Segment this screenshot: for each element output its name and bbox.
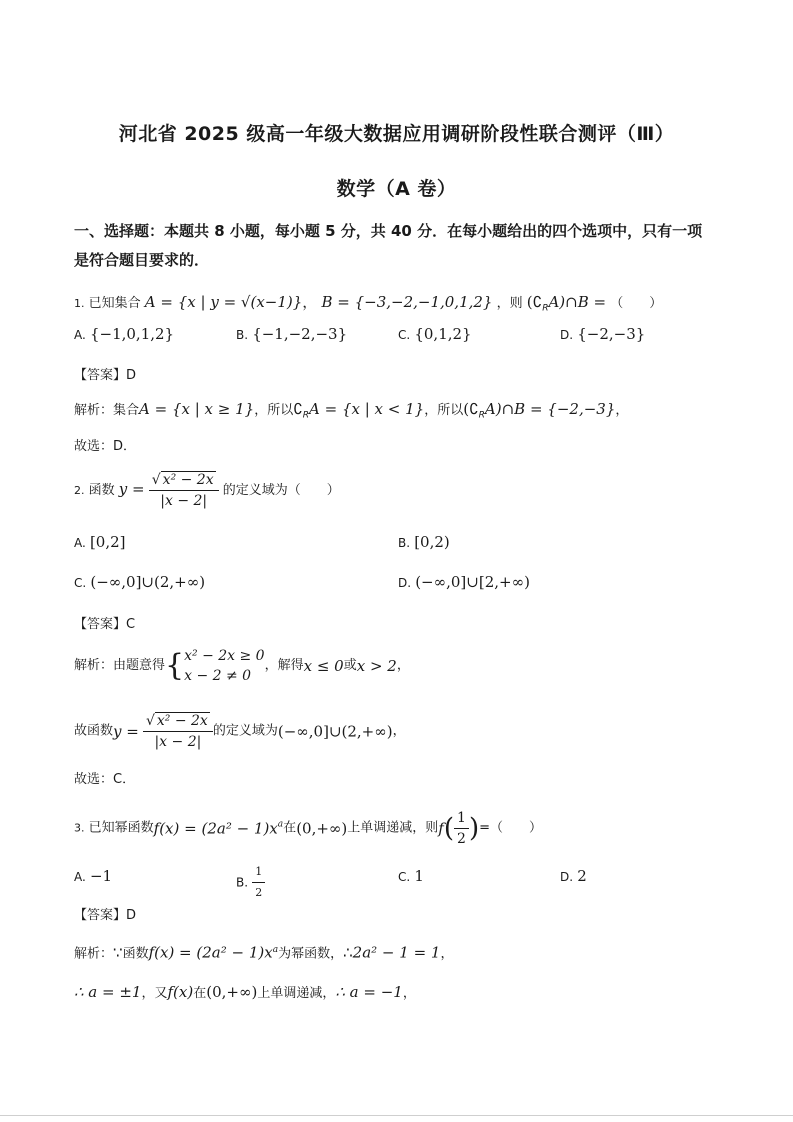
answer-value: D xyxy=(126,368,137,383)
set-b: B = {−3,−2,−1,0,1,2} xyxy=(321,293,493,311)
result-set: A)∩B = {−2,−3} xyxy=(484,400,616,418)
stem-post: =（ ） xyxy=(479,820,542,836)
f-of-x: f(x) xyxy=(167,983,194,1001)
system-line-2: x − 2 ≠ 0 xyxy=(184,668,252,684)
section-header-line1: 一、选择题：本题共 8 小题，每小题 5 分，共 40 分．在每小题给出的四个选项中，只有一项 xyxy=(74,222,703,240)
q1-option-c xyxy=(398,324,472,346)
option-value: [0,2] xyxy=(89,533,126,551)
q1-option-d xyxy=(560,324,645,346)
document-subtitle: 数学（A 卷） xyxy=(336,178,457,200)
solution-1: x ≤ 0 xyxy=(303,657,344,675)
answer-paren: （ ） xyxy=(610,296,663,311)
fraction-denominator: |x − 2| xyxy=(154,734,202,750)
analysis-equation: 2a² − 1 = 1 xyxy=(352,943,441,962)
expr-complement: (∁ xyxy=(526,293,543,311)
function-fraction xyxy=(149,470,219,511)
q2-option-d xyxy=(398,572,530,594)
fraction-numerator: 1 xyxy=(252,862,265,883)
question-1-stem: 1. 已知集合 A = {x | y = √(x−1)}， B = {−3,−2,−1,0,1,2} ，则 $(∁_RA)\cap B$ = （ ） xyxy=(74,293,663,314)
q3-option-d xyxy=(560,866,587,888)
analysis-text: ，所以 xyxy=(424,403,464,418)
complement-set: A = {x | x < 1} xyxy=(309,400,425,418)
expr-post: A)∩B = xyxy=(548,293,607,311)
power-function: f(x) = (2a² − 1)x xyxy=(153,819,278,838)
complement-symbol: ∁ xyxy=(293,400,303,418)
option-label: C. xyxy=(398,870,411,884)
analysis-text: ， xyxy=(440,946,454,962)
option-label: B. xyxy=(398,536,411,550)
answer-label: 【答案】 xyxy=(74,617,127,632)
q2-answer xyxy=(74,615,135,635)
fraction-denominator: 2 xyxy=(255,886,263,899)
q3-option-b xyxy=(236,862,265,903)
q2-option-c xyxy=(74,572,205,594)
analysis-text: 或 xyxy=(343,658,357,673)
analysis-text: ， xyxy=(615,403,629,418)
analysis-text: ，解得 xyxy=(264,658,304,673)
section-header-line2: 是符合题目要求的． xyxy=(74,251,210,269)
question-number: 3. xyxy=(74,821,85,835)
answer-label: 【答案】 xyxy=(74,368,127,383)
function-fraction xyxy=(143,711,213,752)
question-2-stem xyxy=(74,470,340,511)
power-exponent: a xyxy=(277,819,284,830)
document-title: 河北省 2025 级高一年级大数据应用调研阶段性联合测评（Ⅲ） xyxy=(118,123,675,145)
analysis-text: 在 xyxy=(193,986,207,1001)
sqrt-expr: x² − 2x xyxy=(162,472,214,488)
f-symbol: f xyxy=(438,819,444,838)
solution-2: x > 2 xyxy=(356,657,397,675)
q2-analysis-line2 xyxy=(74,711,406,752)
stem-text: 在 xyxy=(283,820,297,836)
q1-option-a xyxy=(74,324,174,346)
fraction-numerator: 1 xyxy=(454,808,469,829)
q2-option-a xyxy=(74,532,126,554)
analysis-text: 为幂函数， xyxy=(278,946,344,962)
analysis-text: 解析： xyxy=(74,946,114,962)
fraction-numerator: √ x² − 2x xyxy=(143,711,213,732)
q1-answer xyxy=(74,366,136,386)
option-label: A. xyxy=(74,870,86,884)
option-value: {−1,0,1,2} xyxy=(89,325,175,343)
stem-text: 已知幂函数 xyxy=(88,820,154,836)
option-value: (−∞,0]∪[2,+∞) xyxy=(415,573,530,591)
stem-text: 已知集合 xyxy=(88,296,141,311)
brace-icon: { xyxy=(165,648,185,683)
q1-option-b xyxy=(236,324,347,346)
q1-choose: 故选：D． xyxy=(74,439,137,454)
answer-label: 【答案】 xyxy=(74,908,127,923)
inequality-system xyxy=(184,646,264,686)
a-values: ∴ a = ±1 xyxy=(74,983,142,1001)
stem-text: 上单调递减，则 xyxy=(347,820,439,836)
analysis-exponent: a xyxy=(272,945,279,955)
option-value: {0,1,2} xyxy=(414,325,472,343)
analysis-text: 的定义域为 xyxy=(212,723,278,739)
stem-post: 的定义域为（ ） xyxy=(222,483,340,498)
stem-text: 函数 xyxy=(88,483,115,498)
result-complement: (∁ xyxy=(463,400,479,418)
option-label: D. xyxy=(560,870,574,884)
analysis-function: f(x) = (2a² − 1)x xyxy=(148,943,273,962)
option-label: C. xyxy=(398,328,411,342)
interval: (0,+∞) xyxy=(296,819,348,838)
y-equals: y = xyxy=(118,480,145,498)
question-number: 1. xyxy=(74,297,85,310)
question-3-stem: 3. 已知幂函数$f(x) = (2a^2 - 1)x^a$在(0,+∞)上单调递减，则f( $\frac{1}{2}$ )=（ ） xyxy=(74,810,542,847)
analysis-text: 故函数 xyxy=(74,723,114,739)
analysis-text: 解析：集合 xyxy=(74,403,140,418)
option-value: [0,2) xyxy=(414,533,450,551)
q2-option-b xyxy=(398,532,450,554)
interval: (0,+∞) xyxy=(206,983,258,1001)
analysis-text: ， xyxy=(402,986,416,1001)
option-fraction xyxy=(252,862,265,903)
analysis-text: 解析：由题意得 xyxy=(74,658,166,673)
y-equals: y = xyxy=(113,722,139,741)
option-value: 2 xyxy=(577,867,587,885)
sqrt-expr: x² − 2x xyxy=(156,713,208,729)
option-label: A. xyxy=(74,328,86,342)
q2-analysis xyxy=(74,646,410,686)
option-label: C. xyxy=(74,576,87,590)
analysis-text: ， xyxy=(396,658,410,673)
set-a: A = {x | y = √(x−1)} xyxy=(144,293,303,311)
complement-sub: R xyxy=(302,410,310,421)
fraction-numerator: √ x² − 2x xyxy=(149,470,219,491)
option-label: B. xyxy=(236,875,249,890)
fraction-denominator: 2 xyxy=(457,831,466,847)
option-label: D. xyxy=(398,576,412,590)
q3-answer xyxy=(74,906,136,926)
q3-analysis xyxy=(74,940,453,964)
option-label: A. xyxy=(74,536,86,550)
q3-analysis-line2 xyxy=(74,982,416,1004)
because-symbol: ∵ xyxy=(113,943,123,962)
domain-result: (−∞,0]∪(2,+∞) xyxy=(277,722,393,741)
option-value: 1 xyxy=(414,867,424,885)
half-fraction xyxy=(454,808,469,849)
option-value: {−2,−3} xyxy=(577,325,646,343)
q2-choose: 故选：C． xyxy=(74,772,136,787)
result-sub: R xyxy=(478,410,485,421)
q3-option-c xyxy=(398,866,424,888)
page-bottom-divider xyxy=(0,1115,793,1116)
option-value: {−1,−2,−3} xyxy=(252,325,348,343)
analysis-set-a: A = {x | x ≥ 1} xyxy=(139,400,255,418)
analysis-text: ， xyxy=(392,723,406,739)
option-value: −1 xyxy=(89,867,113,885)
stem-then: ，则 xyxy=(496,296,523,311)
q1-analysis xyxy=(74,399,628,426)
system-line-1: x² − 2x ≥ 0 xyxy=(184,648,265,664)
question-number: 2. xyxy=(74,484,85,497)
analysis-text: 函数 xyxy=(122,946,149,962)
analysis-text: 上单调递减， xyxy=(257,986,336,1001)
fraction-denominator: |x − 2| xyxy=(160,493,208,509)
analysis-text: ，又 xyxy=(141,986,168,1001)
answer-value: D xyxy=(126,908,137,923)
expr-sub: R xyxy=(542,303,549,314)
option-label: B. xyxy=(236,328,249,342)
analysis-text: ，所以 xyxy=(254,403,294,418)
a-result: ∴ a = −1 xyxy=(335,983,403,1001)
q3-option-a xyxy=(74,866,112,888)
answer-value: C xyxy=(126,617,136,632)
option-label: D. xyxy=(560,328,574,342)
therefore-symbol: ∴ xyxy=(343,943,353,962)
option-value: (−∞,0]∪(2,+∞) xyxy=(90,573,206,591)
